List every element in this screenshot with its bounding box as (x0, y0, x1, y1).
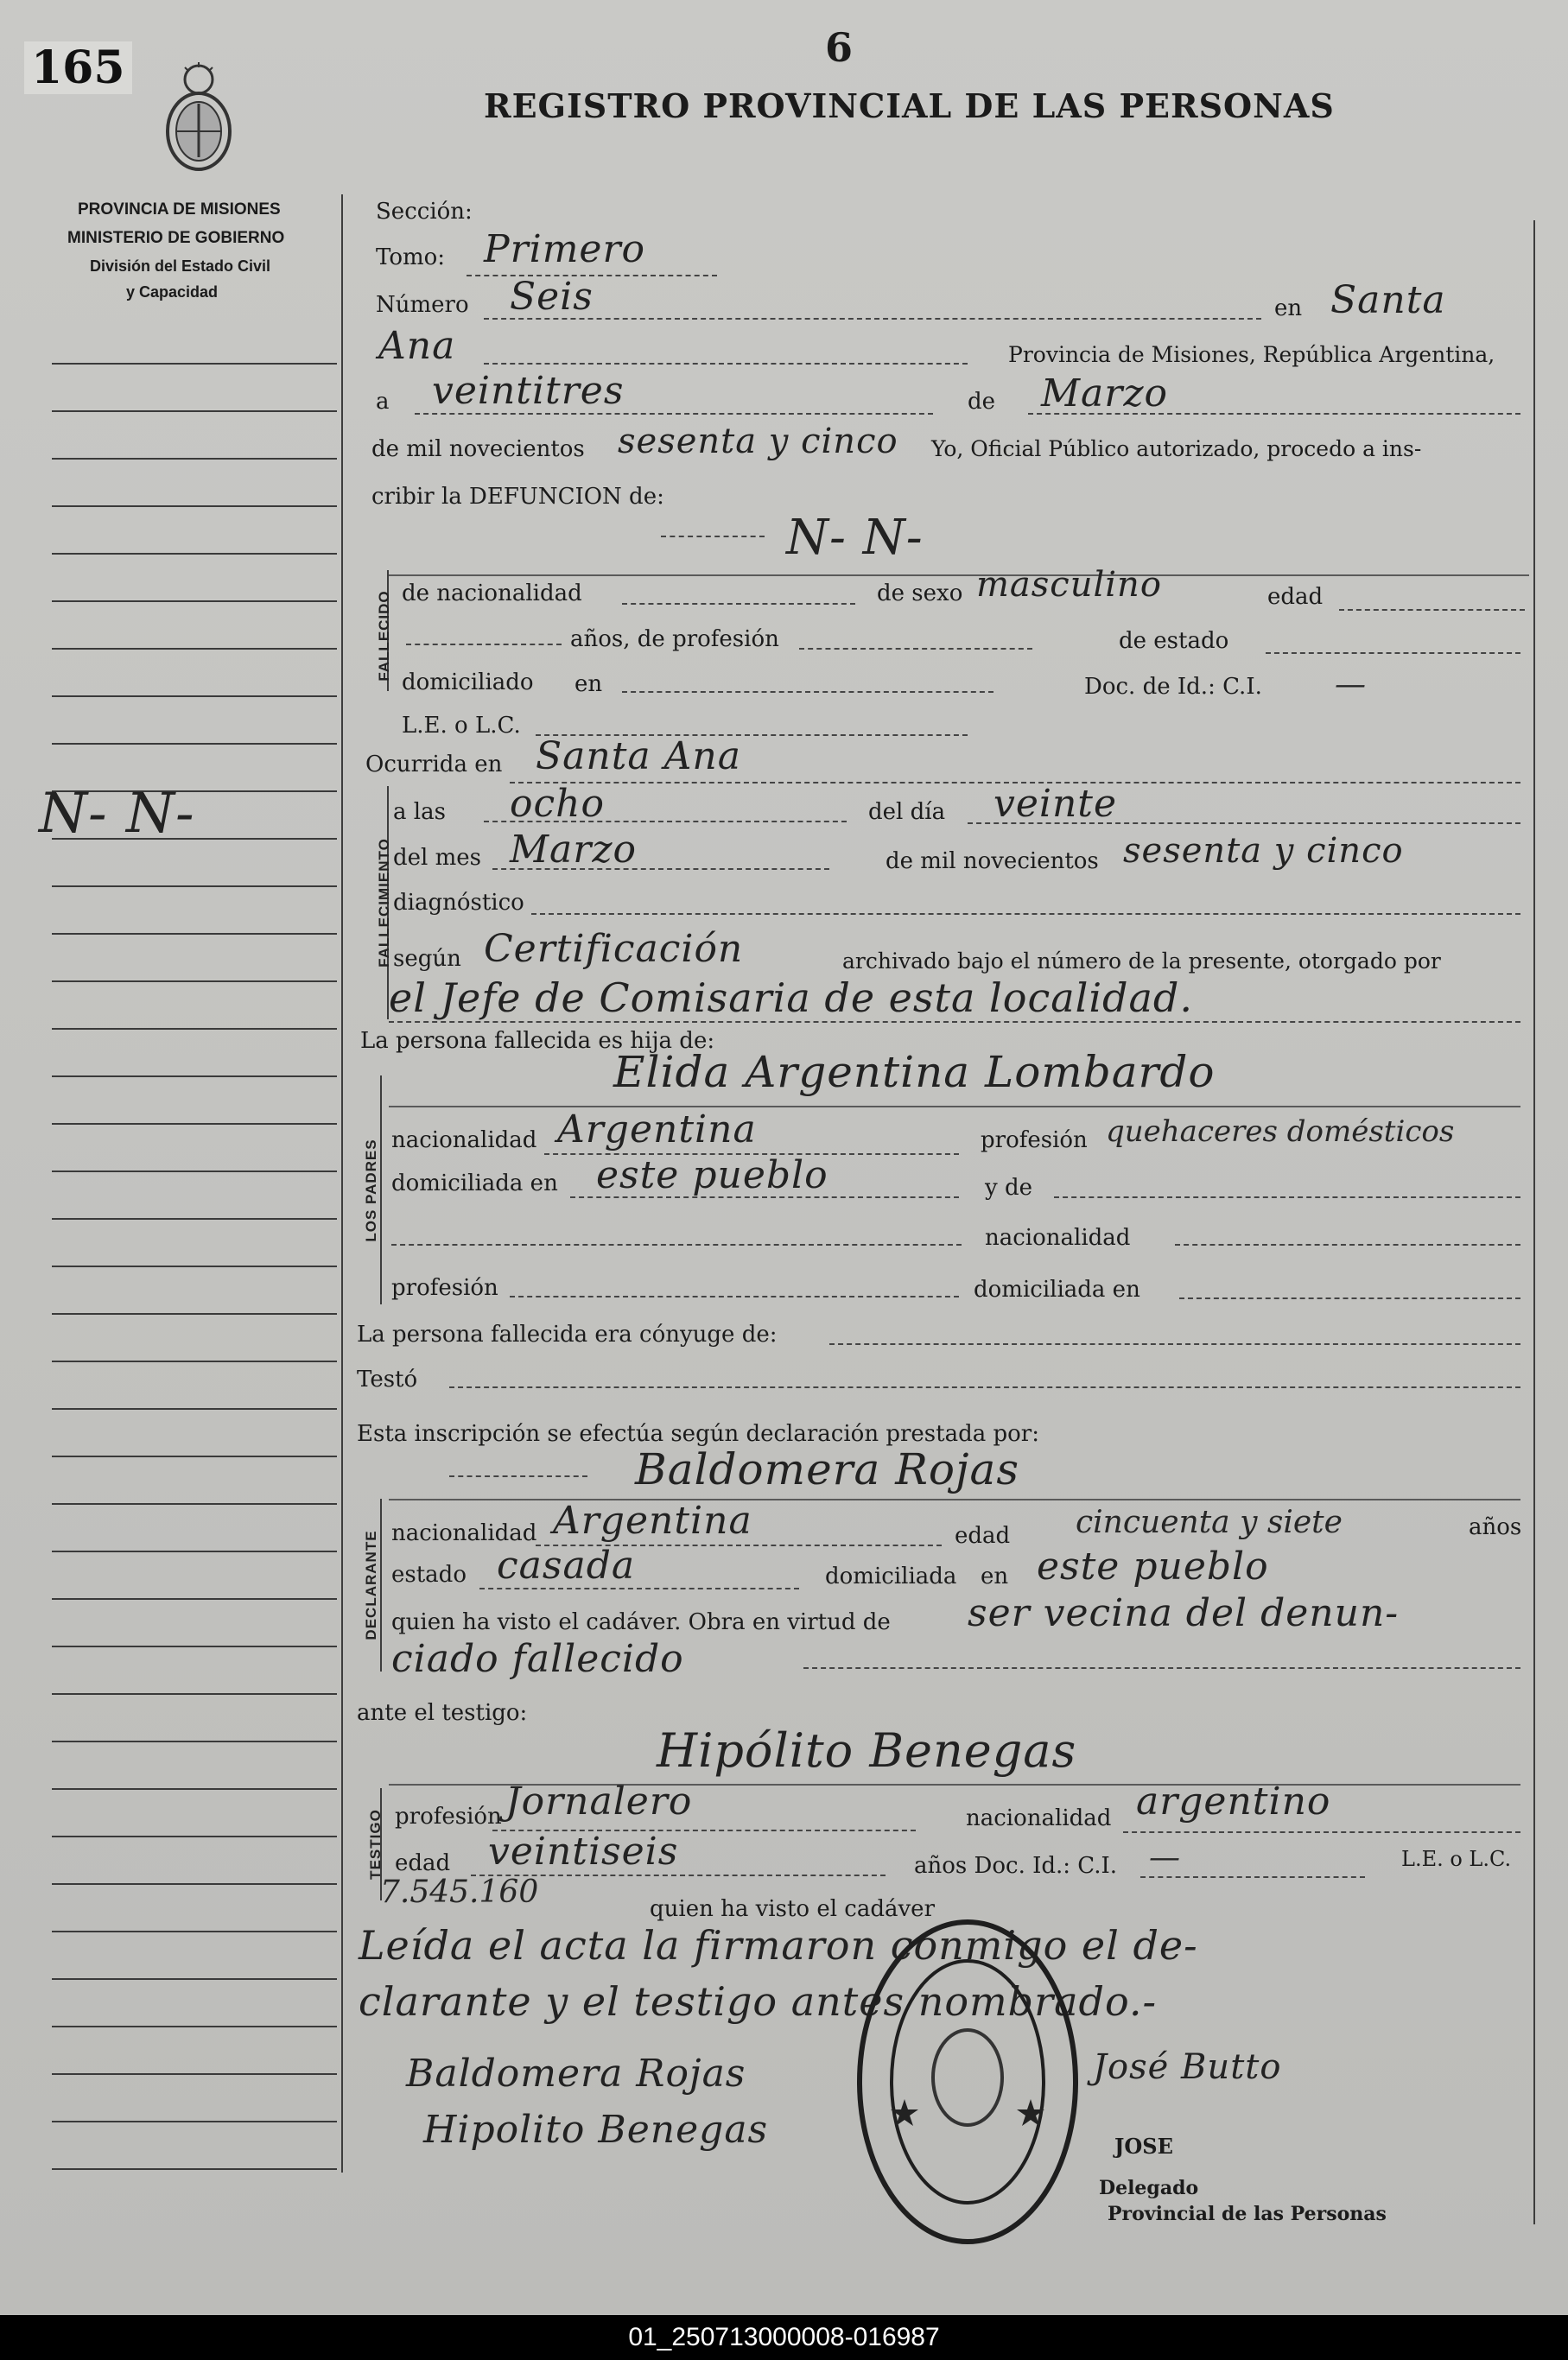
margin-line (52, 743, 337, 745)
dia-fall-value: veinte (993, 782, 1118, 826)
label-provincia: Provincia de Misiones, República Argentina, (1008, 342, 1495, 367)
label-padre-dom: domiciliada en (974, 1277, 1140, 1303)
dec-virtud-line (803, 1667, 1520, 1669)
margin-line (52, 1123, 337, 1125)
segun-value: Certificación (484, 927, 744, 971)
lugar-value-1: Santa (1330, 278, 1446, 322)
label-dec-nac: nacionalidad (391, 1520, 537, 1546)
padre-dom-line (1179, 1297, 1520, 1299)
coat-of-arms-emblem (160, 60, 238, 173)
dec-estado-line (479, 1588, 799, 1589)
margin-line (52, 1551, 337, 1552)
margin-line (52, 1170, 337, 1172)
label-anos-profesion: años, de profesión (570, 626, 779, 652)
label-numero: Número (376, 292, 469, 318)
madre-dom-line (570, 1196, 959, 1198)
label-tes-profesion: profesión (395, 1804, 502, 1830)
margin-line (52, 600, 337, 602)
nombre-value: N- N- (786, 510, 924, 566)
label-tes-le: L.E. o L.C. (1401, 1847, 1512, 1871)
margin-line (52, 1788, 337, 1790)
estado-line (1266, 652, 1520, 654)
label-madre-prof: profesión (981, 1127, 1088, 1153)
tes-ci-line (1140, 1876, 1365, 1878)
otorgado-line (389, 1021, 1520, 1023)
lugar-value-2: Ana (378, 324, 456, 368)
dia-value: veintitres (432, 369, 625, 413)
label-testo: Testó (357, 1367, 418, 1393)
label-y-de: y de (985, 1175, 1032, 1201)
dec-edad-value: cincuenta y siete (1076, 1505, 1343, 1540)
numero-line (484, 318, 1261, 320)
label-en: en (1274, 295, 1303, 321)
declarante-line-left (449, 1475, 587, 1477)
label-sexo: de sexo (877, 580, 963, 606)
tes-prof-value: Jornalero (505, 1780, 693, 1824)
margin-line (52, 363, 337, 365)
margin-line (52, 1836, 337, 1837)
margin-line (52, 1218, 337, 1220)
madre-dom-value: este pueblo (596, 1153, 828, 1197)
ci-value: — (1335, 667, 1366, 702)
label-a-las: a las (393, 799, 446, 825)
margin-note: N- N- (39, 782, 195, 846)
lugar-line (484, 363, 968, 365)
label-tes-edad: edad (395, 1850, 451, 1876)
padre-prof-line (510, 1296, 959, 1297)
side-label-fallecimiento: FALLECIMIENTO (376, 838, 392, 967)
numero-value: Seis (510, 275, 594, 319)
margin-line (52, 1883, 337, 1885)
margin-line (52, 1931, 337, 1932)
label-del-dia: del día (868, 799, 946, 825)
official-title-1: Delegado (1099, 2177, 1199, 2199)
label-domiciliado-en: en (575, 671, 603, 697)
label-inscribir: cribir la DEFUNCION de: (371, 484, 664, 510)
dec-nac-value: Argentina (553, 1499, 752, 1543)
side-label-testigo: TESTIGO (367, 1809, 384, 1880)
margin-line (52, 1693, 337, 1695)
label-anos: años (1469, 1514, 1522, 1540)
margin-line (52, 458, 337, 460)
tes-nac-line (1123, 1831, 1520, 1833)
margin-line (52, 933, 337, 935)
page-number: 6 (825, 24, 854, 71)
madre-nac-value: Argentina (557, 1107, 757, 1151)
padre-nac-line (1175, 1244, 1520, 1246)
madre-prof-value: quehaceres domésticos (1106, 1114, 1455, 1149)
form-right-border (1533, 220, 1535, 2224)
signature-oficial: José Butto (1093, 2047, 1282, 2087)
margin-line (52, 2121, 337, 2122)
anio-value: sesenta y cinco (618, 422, 898, 461)
margin-line (52, 980, 337, 982)
margin-line (52, 505, 337, 507)
image-id-footer: 01_250713000008-016987 (0, 2315, 1568, 2360)
label-madre-nac: nacionalidad (391, 1127, 537, 1153)
signature-declarante: Baldomera Rojas (406, 2052, 746, 2096)
domicilio-line (622, 691, 993, 693)
label-dec-estado: estado (391, 1562, 467, 1588)
label-archivado: archivado bajo el número de la presente, otorgado por (842, 948, 1441, 974)
label-hija-de: La persona fallecida es hija de: (360, 1028, 715, 1054)
padre-line-2 (391, 1244, 962, 1246)
office-line-2: MINISTERIO DE GOBIERNO (67, 229, 285, 247)
hora-value: ocho (510, 782, 605, 826)
label-doc-id: Doc. de Id.: C.I. (1084, 674, 1262, 700)
dec-estado-value: casada (497, 1544, 636, 1588)
cierre-line-2: clarante y el testigo antes nombrado.- (359, 1978, 1157, 2025)
mes-fall-line (492, 868, 829, 870)
margin-line (52, 2026, 337, 2027)
label-le-lc: L.E. o L.C. (402, 713, 521, 739)
dec-virtud-value-1: ser vecina del denun- (968, 1591, 1400, 1635)
mes-fall-value: Marzo (510, 828, 637, 872)
label-a: a (376, 389, 390, 415)
label-dec-edad: edad (955, 1523, 1011, 1549)
margin-line (52, 1075, 337, 1077)
diagnostico-line (531, 913, 1520, 915)
sexo-value: masculino (976, 565, 1162, 605)
tes-nac-value: argentino (1136, 1780, 1331, 1824)
label-tomo: Tomo: (376, 244, 446, 270)
label-diagnostico: diagnóstico (393, 890, 524, 916)
margin-line (52, 1503, 337, 1505)
label-tes-visto: quien ha visto el cadáver (650, 1896, 936, 1922)
margin-line (52, 648, 337, 650)
padre-line (1054, 1196, 1520, 1198)
anio-fall-value: sesenta y cinco (1123, 831, 1404, 871)
label-padre-prof: profesión (391, 1275, 498, 1301)
label-yo-oficial: Yo, Oficial Público autorizado, procedo a ins- (931, 436, 1422, 461)
label-madre-dom: domiciliada en (391, 1170, 558, 1196)
label-ante-testigo: ante el testigo: (357, 1700, 528, 1726)
margin-line (52, 1456, 337, 1457)
label-visto: quien ha visto el cadáver. Obra en virtud de (391, 1609, 891, 1635)
label-dec-en: en (981, 1564, 1009, 1589)
label-tes-anos: años Doc. Id.: C.I. (914, 1853, 1118, 1879)
edad-line (1339, 609, 1525, 611)
margin-line (52, 1408, 337, 1410)
nombre-underline (389, 574, 1529, 576)
tes-edad-value: veintiseis (488, 1830, 679, 1874)
dia-fall-line (968, 822, 1520, 824)
label-inscripcion: Esta inscripción se efectúa según declaración prestada por: (357, 1421, 1039, 1447)
form-left-border (341, 194, 343, 2173)
label-del-mes: del mes (393, 845, 481, 871)
label-edad: edad (1267, 584, 1324, 610)
dec-dom-value: este pueblo (1037, 1545, 1269, 1589)
margin-line (52, 1598, 337, 1600)
label-nacionalidad: de nacionalidad (402, 580, 582, 606)
margin-line (52, 1313, 337, 1315)
folio-number: 165 (24, 41, 132, 94)
madre-value: Elida Argentina Lombardo (613, 1047, 1216, 1097)
label-segun: según (393, 946, 461, 972)
declarante-bracket (380, 1499, 382, 1672)
office-line-4: y Capacidad (126, 283, 219, 301)
margin-line (52, 1978, 337, 1980)
dec-virtud-value-2: ciado fallecido (391, 1637, 684, 1681)
ocurrida-value: Santa Ana (536, 734, 741, 778)
testigo-value: Hipólito Benegas (657, 1723, 1077, 1778)
margin-line (52, 2073, 337, 2075)
label-ocurrida: Ocurrida en (365, 752, 503, 777)
label-conyuge: La persona fallecida era cónyuge de: (357, 1322, 778, 1348)
padres-bracket (380, 1075, 382, 1304)
hora-line (484, 821, 847, 822)
label-domiciliado: domiciliado (402, 669, 534, 695)
label-de-mil: de mil novecientos (371, 436, 585, 462)
official-title-2: Provincial de las Personas (1108, 2203, 1387, 2225)
label-tes-nac: nacionalidad (966, 1805, 1112, 1831)
tes-ci-value: — (1149, 1840, 1180, 1875)
margin-line (52, 1361, 337, 1362)
profesion-line (799, 648, 1032, 650)
margin-line (52, 695, 337, 697)
margin-line (52, 553, 337, 555)
label-seccion: Sección: (376, 199, 473, 225)
label-padre-nac: nacionalidad (985, 1225, 1131, 1251)
declarante-value: Baldomera Rojas (635, 1444, 1019, 1494)
tomo-value: Primero (484, 227, 645, 271)
cierre-line-1: Leída el acta la firmaron conmigo el de- (359, 1922, 1198, 1969)
office-line-3: División del Estado Civil (90, 257, 271, 275)
tes-doc-value: 7.545.160 (380, 1875, 539, 1910)
office-line-1: PROVINCIA DE MISIONES (78, 200, 281, 219)
mes-line (1028, 413, 1520, 415)
margin-line (52, 885, 337, 887)
label-de: de (968, 389, 996, 415)
page-title: REGISTRO PROVINCIAL DE LAS PERSONAS (484, 86, 1335, 125)
margin-line (52, 1028, 337, 1030)
testo-line (449, 1386, 1520, 1388)
label-estado: de estado (1119, 628, 1229, 654)
signature-testigo: Hipolito Benegas (423, 2108, 769, 2152)
margin-line (52, 410, 337, 412)
official-name: JOSE (1114, 2134, 1173, 2159)
conyuge-line (829, 1343, 1520, 1345)
official-seal-stamp (851, 1909, 1084, 2255)
margin-line (52, 1266, 337, 1267)
margin-line (52, 1646, 337, 1647)
margin-line (52, 2168, 337, 2170)
nacionalidad-line (622, 603, 855, 605)
dia-line (415, 413, 933, 415)
label-dec-domiciliada: domiciliada (825, 1564, 957, 1589)
side-label-declarante: DECLARANTE (363, 1530, 379, 1640)
side-label-padres: LOS PADRES (363, 1139, 379, 1242)
edad-anos-line (406, 644, 562, 645)
otorgado-value: el Jefe de Comisaria de esta localidad. (389, 974, 1193, 1021)
nombre-line (661, 536, 765, 537)
margin-line (52, 1741, 337, 1742)
mes-value: Marzo (1041, 371, 1168, 416)
side-label-fallecido: FALLECIDO (376, 590, 392, 682)
label-de-mil-2: de mil novecientos (886, 848, 1099, 874)
